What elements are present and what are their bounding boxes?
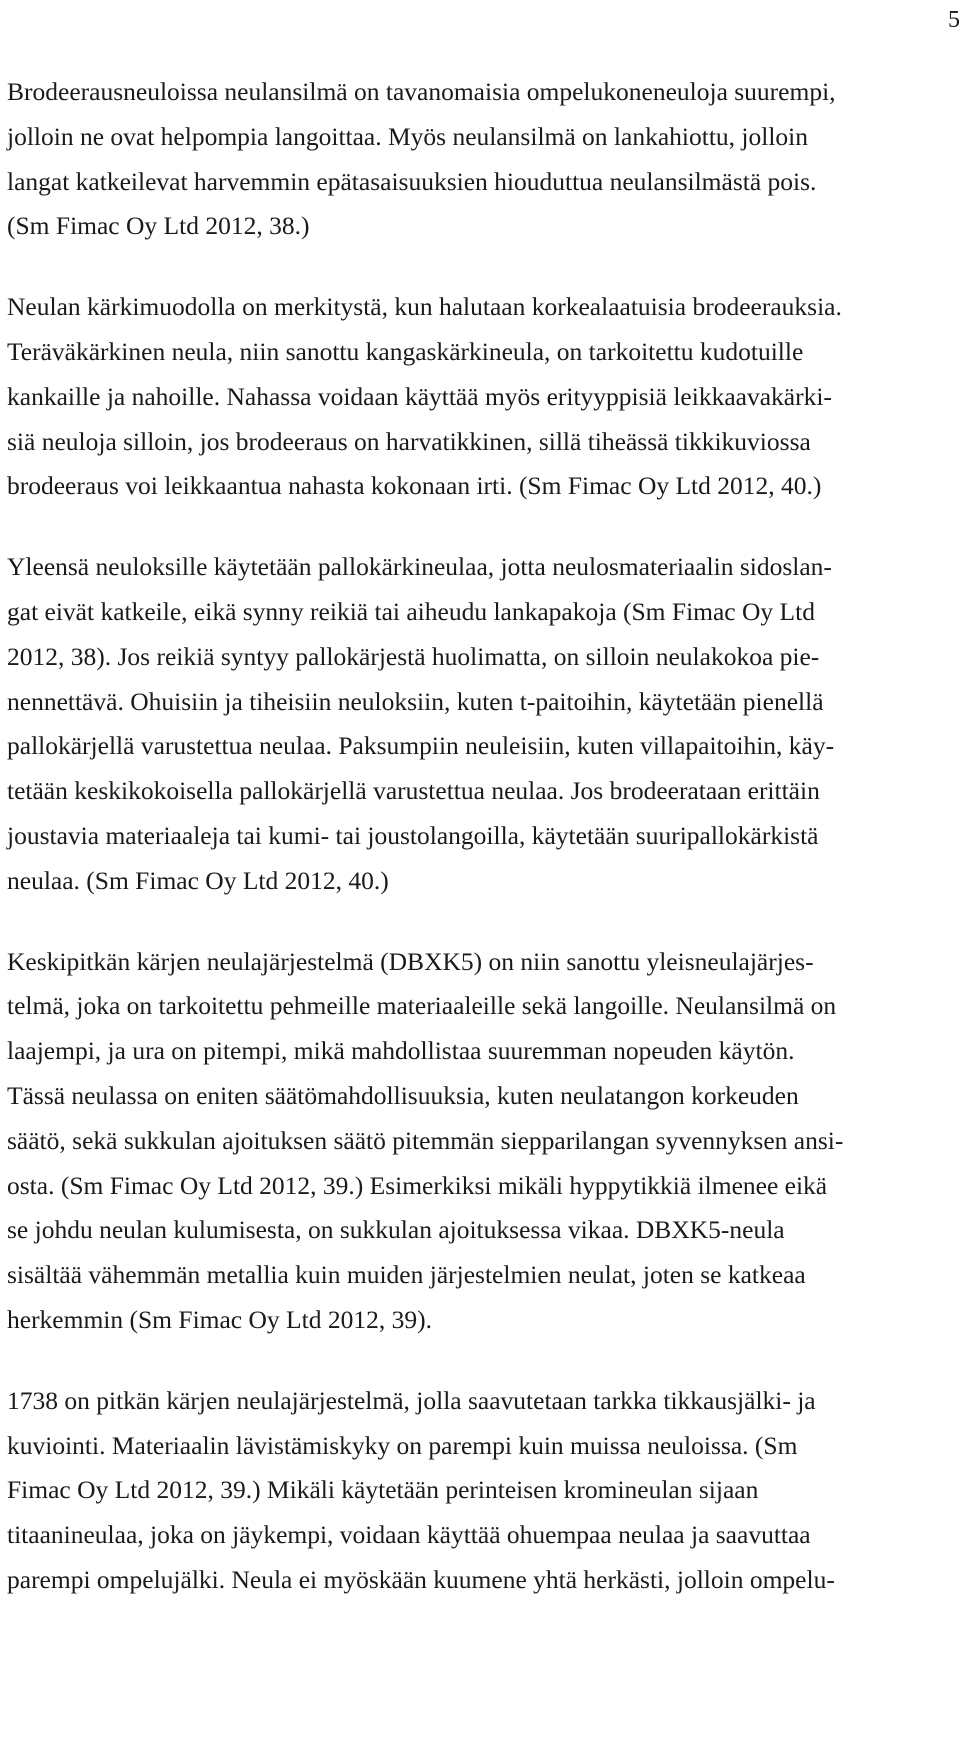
text-line: laajempi, ja ura on pitempi, mikä mahdollistaa suuremman nopeuden käytön. [7,1036,795,1066]
text-line: Yleensä neuloksille käytetään pallokärkineulaa, jotta neulosmateriaalin sidoslan- [7,552,832,582]
text-line: jolloin ne ovat helpompia langoittaa. Myös neulansilmä on lankahiottu, jolloin [7,121,808,151]
paragraph-ballpoint [7,545,955,903]
document-body [7,70,955,1603]
paragraph-gap [7,1343,955,1379]
text-line: gat eivät katkeile, eikä synny reikiä tai aiheudu lankapakoja (Sm Fimac Oy Ltd [7,596,815,626]
text-line: se johdu neulan kulumisesta, on sukkulan ajoituksessa vikaa. DBXK5-neula [7,1215,785,1245]
paragraph-needle-eye [7,70,955,249]
text-line: joustavia materiaaleja tai kumi- tai joustolangoilla, käytetään suuripallokärkistä [7,820,819,850]
text-line: langat katkeilevat harvemmin epätasaisuuksien hiouduttua neulansilmästä pois. [7,166,817,196]
text-line: neulaa. (Sm Fimac Oy Ltd 2012, 40.) [7,865,389,895]
text-line: herkemmin (Sm Fimac Oy Ltd 2012, 39). [7,1304,432,1334]
paragraph-gap [7,509,955,545]
paragraph-gap [7,904,955,940]
text-line: titaanineulaa, joka on jäykempi, voidaan käyttää ohuempaa neulaa ja saavuttaa [7,1520,811,1550]
text-line: kankaille ja nahoille. Nahassa voidaan käyttää myös erityyppisiä leikkaavakärki- [7,381,832,411]
text-line: kuviointi. Materiaalin lävistämiskyky on parempi kuin muissa neuloissa. (Sm [7,1430,798,1460]
text-line: Tässä neulassa on eniten säätömahdollisuuksia, kuten neulatangon korkeuden [7,1080,799,1110]
paragraph-needle-point [7,285,955,509]
paragraph-dbxk5 [7,940,955,1343]
text-line: telmä, joka on tarkoitettu pehmeille materiaaleille sekä langoille. Neulansilmä on [7,991,837,1021]
text-line: Keskipitkän kärjen neulajärjestelmä (DBXK5) on niin sanottu yleisneulajärjes- [7,946,814,976]
text-line: 2012, 38). Jos reikiä syntyy pallokärjestä huolimatta, on silloin neulakokoa pie- [7,641,820,671]
text-line: Neulan kärkimuodolla on merkitystä, kun halutaan korkealaatuisia brodeerauksia. [7,292,842,322]
text-line: Fimac Oy Ltd 2012, 39.) Mikäli käytetään perinteisen kromineulan sijaan [7,1475,759,1505]
text-line: säätö, sekä sukkulan ajoituksen säätö pitemmän siepparilangan syvennyksen ansi- [7,1125,844,1155]
text-line: 1738 on pitkän kärjen neulajärjestelmä, jolla saavutetaan tarkka tikkausjälki- ja [7,1385,816,1415]
text-line: sisältää vähemmän metallia kuin muiden järjestelmien neulat, joten se katkeaa [7,1260,806,1290]
text-line: osta. (Sm Fimac Oy Ltd 2012, 39.) Esimerkiksi mikäli hyppytikkiä ilmenee eikä [7,1170,828,1200]
paragraph-1738 [7,1379,955,1603]
text-line: pallokärjellä varustettua neulaa. Paksumpiin neuleisiin, kuten villapaitoihin, käy- [7,731,835,761]
paragraph-gap [7,249,955,285]
text-line: tetään keskikokoisella pallokärjellä varustettua neulaa. Jos brodeerataan erittäin [7,776,820,806]
text-line: brodeeraus voi leikkaantua nahasta kokonaan irti. (Sm Fimac Oy Ltd 2012, 40.) [7,471,822,501]
page-number: 5 [948,7,960,33]
text-line: parempi ompelujälki. Neula ei myöskään kuumene yhtä herkästi, jolloin ompelu- [7,1564,835,1594]
text-line: Brodeerausneuloissa neulansilmä on tavanomaisia ompelukoneneuloja suurempi, [7,77,836,106]
text-line: siä neuloja silloin, jos brodeeraus on harvatikkinen, sillä tiheässä tikkikuviossa [7,426,811,456]
text-line: (Sm Fimac Oy Ltd 2012, 38.) [7,211,310,241]
text-line: nennettävä. Ohuisiin ja tiheisiin neuloksiin, kuten t-paitoihin, käytetään pienellä [7,686,824,716]
text-line: Teräväkärkinen neula, niin sanottu kangaskärkineula, on tarkoitettu kudotuille [7,336,804,366]
